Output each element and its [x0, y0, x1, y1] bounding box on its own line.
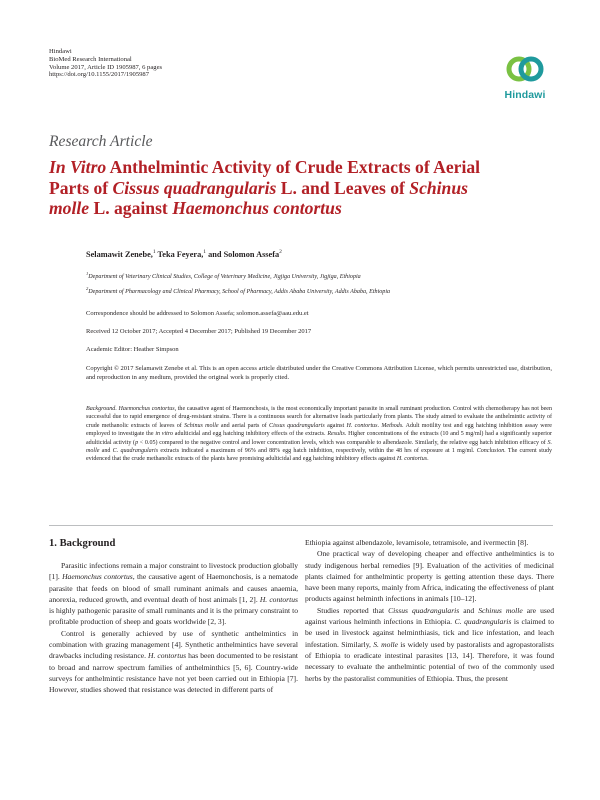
journal-name: BioMed Research International [49, 55, 132, 63]
hindawi-logo-text: Hindawi [504, 89, 546, 101]
body-paragraph: Studies reported that Cissus quadrangularis and Schinus molle are used against various helminth infections in Ethiopia. C. quadrangularis is claimed to be used in livestock against helminthiasis, tick and lice infestation, and leach infestation. Similarly, S. molle is widely used by pastoralists and agropastoralists of Ethiopia to eradicate intestinal parasites [13, 14]. Therefore, it was found necessary to evaluate the anthelmintic potential of two of the commonly used herbs by the pastoralist communities of Ethiopia. Thus, the present [305, 605, 554, 683]
affiliation-item: $^1$Department of Veterinary Clinical Studies, College of Veterinary Medicine, Jigjiga University, Jigjiga, Ethiopia [86, 271, 361, 281]
body-paragraph: Ethiopia against albendazole, levamisole, tetramisole, and ivermectin [8]. [305, 538, 529, 547]
author-list [86, 249, 282, 259]
volume-info: Volume 2017, Article ID 1905987, 6 pages [49, 63, 163, 71]
affiliations [86, 268, 390, 299]
journal-meta [49, 48, 162, 79]
article-title [49, 157, 489, 219]
body-column-left [49, 560, 298, 696]
author-name: Teka Feyera, [155, 249, 204, 259]
section-heading: 1. Background [49, 538, 116, 549]
correspondence: Correspondence should be addressed to Solomon Assefa; solomon.assefa@aau.edu.et [86, 310, 309, 317]
author-name: Selamawit Zenebe, [86, 249, 153, 259]
title-segment: L. and Leaves of [276, 177, 410, 198]
doi-link[interactable]: https://doi.org/10.1155/2017/1905987 [49, 71, 150, 79]
abstract: Background. Haemonchus contortus, the causative agent of Haemonchosis, is the most economically important parasite in small ruminant production. Control with chemotherapy has not been successful due to rapid emergence of drug-resistant strains. There is a continuous search for alternative leads particularly from plants. The study aimed to evaluate the anthelmintic activity of crude methanolic extracts of leaves of Schinus molle and aerial parts of Cissus quadrangularis against H. contortus. Methods. Adult motility test and egg hatching inhibition assay were employed to investigate the in vitro adulticidal and egg hatching inhibitory effects of the extracts. Results. Higher concentrations of the extracts (10 and 5 mg/ml) had a significantly superior adulticidal activity (p < 0.05) compared to the negative control and lower concentration levels, which was comparable to albendazole. Similarly, the relative egg hatch inhibition efficacy of S. molle and C. quadrangularis extracts indicated a maximum of 96% and 88% egg hatch inhibition, respectively, within the 48 hrs of exposure at 1 mg/ml. Conclusion. The current study evidenced that the crude methanolic extracts of the plants have promising adulticidal and egg hatching inhibitory effects against H. contortus. [86, 406, 553, 463]
author-name: and Solomon Assefa [206, 249, 280, 259]
academic-editor: Academic Editor: Heather Simpson [86, 346, 179, 353]
author-affil-sup: 2 [279, 249, 282, 255]
title-segment: Schinus molle [49, 177, 468, 219]
copyright-notice: Copyright © 2017 Selamawit Zenebe et al. This is an open access article distributed under the Creative Commons Attribution License, which permits unrestricted use, distribution, and reproduction in any medium, provided the original work is properly cited. [86, 365, 552, 382]
title-segment: L. against [89, 198, 173, 219]
article-dates: Received 12 October 2017; Accepted 4 December 2017; Published 19 December 2017 [86, 328, 312, 335]
author-affil-sup: 1 [152, 249, 156, 255]
article-type: Research Article [49, 133, 153, 150]
body-paragraph: Control is generally achieved by use of synthetic anthelmintics in combination with grazing management [4]. Synthetic anthelmintics have several drawbacks including resistance. H. contortus has been documented to be resistant to broad and narrow spectrum families of anthelminthics [5, 6]. Country-wide surveys for anthelmintic resistance have not yet been carried out in Ethiopia [7]. However, studies showed that resistance was detected in different parts of [49, 628, 299, 695]
title-segment: Cissus quadrangularis [112, 177, 277, 198]
title-segment: Haemonchus contortus [172, 198, 342, 219]
section-divider [49, 525, 553, 526]
body-column-right [305, 537, 554, 684]
title-segment: In Vitro [49, 157, 107, 177]
body-paragraph: Parasitic infections remain a major constraint to livestock production globally [1]. Haemonchus contortus, the causative agent of Haemonchosis, is a nematode parasite that feeds on blood of small ruminant animals and causes anaemia, anorexia, reduced growth, and eventual death of host animals [1, 2]. H. contortus is highly pathogenic parasite of small ruminants and it is the primary constraint to profitable production of sheep and goats worldwide [2, 3]. [49, 561, 299, 627]
publisher-name: Hindawi [49, 48, 72, 55]
affiliation-item: $^2$Department of Pharmacology and Clinical Pharmacy, School of Pharmacy, Addis Ababa University, Addis Ababa, Ethiopia [86, 286, 391, 296]
body-paragraph: One practical way of developing cheaper and effective anthelmintics is to study indigenous herbal remedies [9]. Evaluation of the activities of medicinal plants claimed for anthelmintic property is getting attention these days. There have been many reports, mainly from Africa, indicating the effectiveness of plant products against helminth infections in animals [10–12]. [305, 549, 554, 604]
title-segment: Anthelmintic Activity of Crude Extracts of Aerial Parts of [49, 157, 481, 198]
author-affil-sup: 1 [203, 249, 207, 255]
